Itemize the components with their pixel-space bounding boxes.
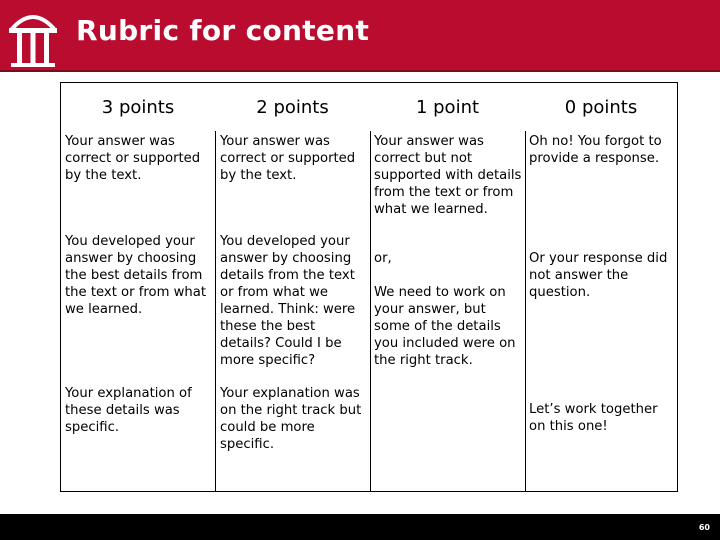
footer-bar [0,514,720,540]
rubric-cell-2pt-answer: Your answer was correct or supported by the text. [220,134,356,183]
rubric-cell-3pt-explanation: Your explanation of these details was specific. [65,386,192,435]
column-divider [525,131,526,491]
rubric-cell-3pt-details: You developed your answer by choosing the best details from the text or from what we learned. [65,234,207,317]
slide-title: Rubric for content [76,14,370,47]
column-divider [215,131,216,491]
column-header-0-points: 0 points [564,96,638,118]
rubric-cell-2pt-explanation: Your explanation was on the right track but could be more specific. [220,386,362,452]
rubric-cell-0pt-question: Or your response did not answer the question. [529,251,668,300]
page-number: 60 [698,523,710,532]
rubric-cell-1pt-work: We need to work on your answer, but some of the details you included were on the right track. [374,285,516,368]
rubric-cell-3pt-answer: Your answer was correct or supported by the text. [65,134,201,183]
rubric-cell-0pt-together: Let’s work together on this one! [529,402,658,434]
rubric-cell-1pt-answer: Your answer was correct but not supported with details from the text or from what we learned. [374,134,522,217]
rubric-cell-1pt-or: or, [374,251,392,266]
arch-logo-icon [8,6,58,68]
column-header-1-point: 1 point [415,96,480,118]
rubric-table [60,82,678,492]
column-header-2-points: 2 points [256,96,329,118]
header-bar [0,0,720,70]
rubric-cell-0pt-response: Oh no! You forgot to provide a response. [529,134,662,166]
column-divider [370,131,371,491]
rubric-cell-2pt-details: You developed your answer by choosing details from the text or from what we learned. Think: were these the best details? Could I be more specific? [220,234,356,368]
header-divider [0,70,720,72]
column-header-3-points: 3 points [101,96,175,118]
